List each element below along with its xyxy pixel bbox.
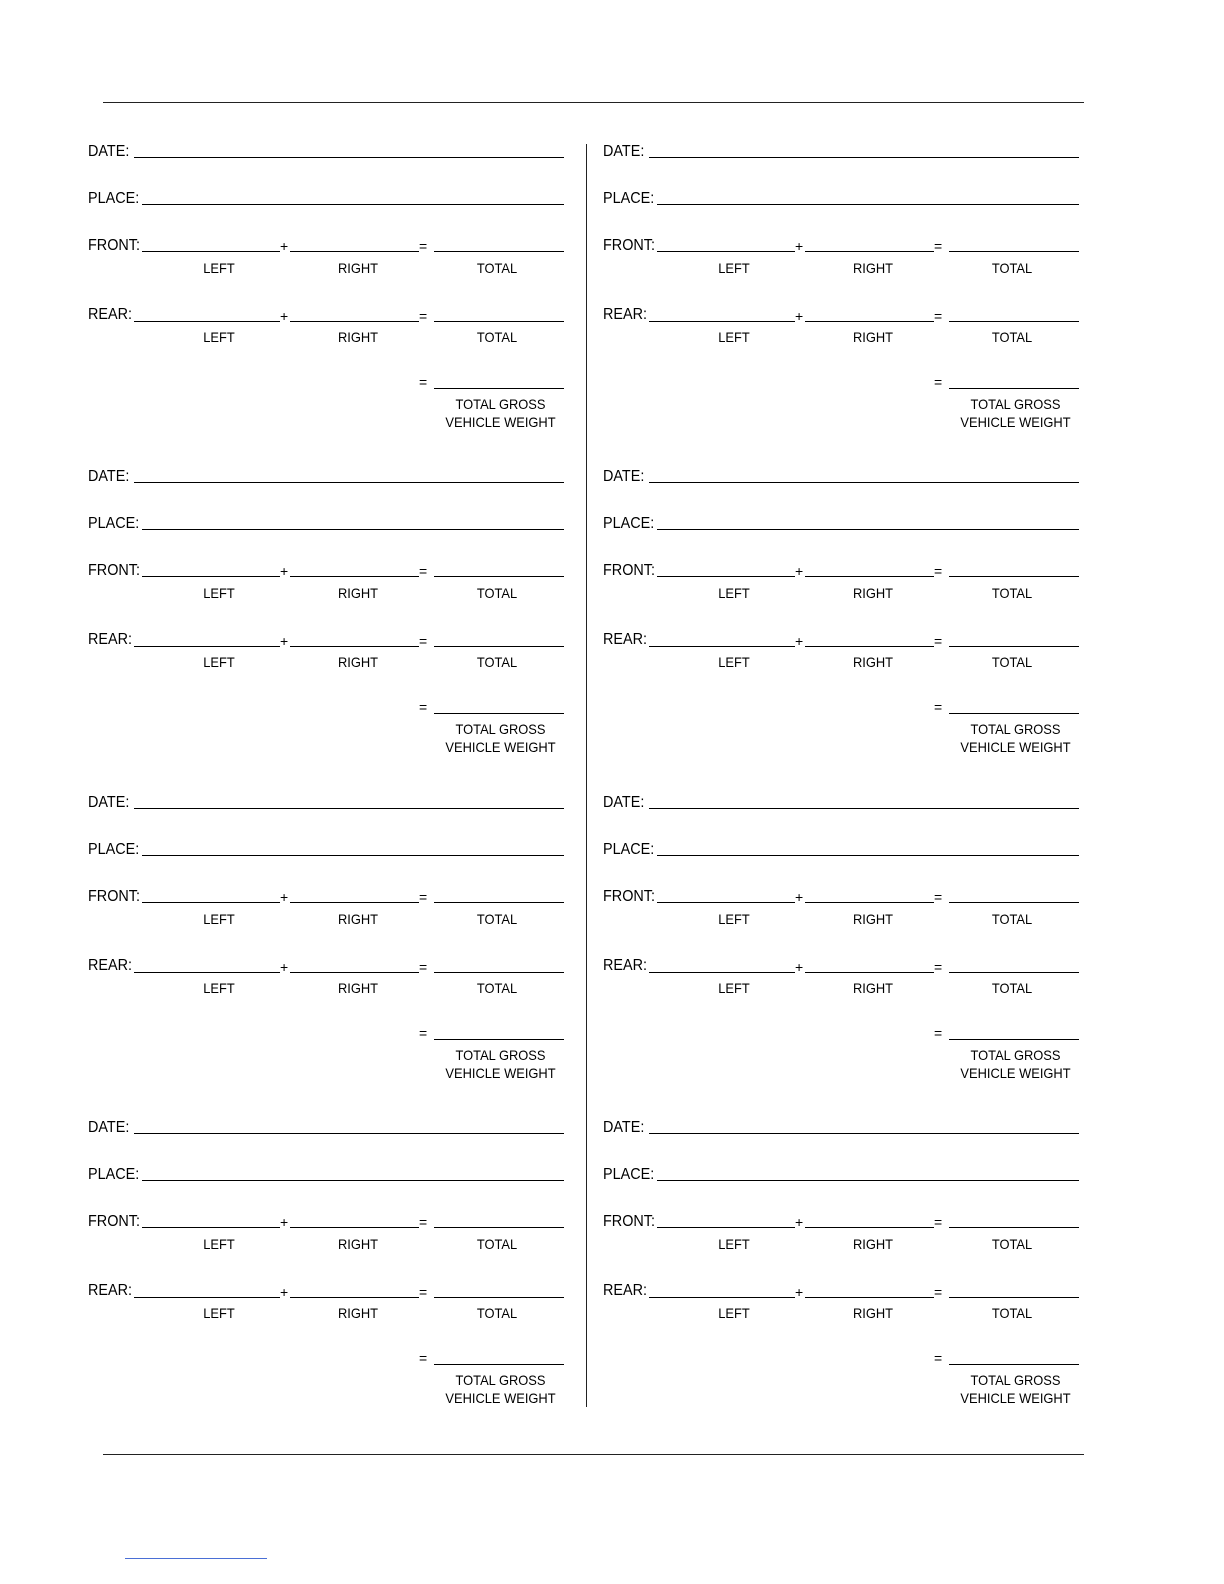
rear-right-caption: RIGHT: [852, 980, 894, 996]
front-total-field[interactable]: [434, 902, 564, 903]
gross-equals-sign: =: [934, 1350, 943, 1366]
date-label: DATE:: [88, 1119, 130, 1136]
place-label: PLACE:: [88, 841, 140, 858]
front-equals-sign: =: [419, 1214, 428, 1230]
rear-left-field[interactable]: [649, 646, 795, 647]
gross-total-field[interactable]: [434, 1039, 564, 1040]
front-label: FRONT:: [603, 888, 656, 905]
weight-entry-form-r4c1: [88, 1119, 578, 1419]
front-label: FRONT:: [88, 562, 141, 579]
front-plus-sign: +: [795, 563, 804, 579]
front-right-caption: RIGHT: [337, 911, 379, 927]
rear-left-caption: LEFT: [718, 654, 750, 670]
gross-caption-line2: VEHICLE WEIGHT: [960, 414, 1071, 430]
front-left-field[interactable]: [142, 251, 280, 252]
gross-caption-line1: TOTAL GROSS: [970, 1372, 1061, 1388]
place-field[interactable]: [142, 529, 564, 530]
front-total-field[interactable]: [434, 576, 564, 577]
date-label: DATE:: [88, 143, 130, 160]
front-left-caption: LEFT: [203, 260, 235, 276]
rear-label: REAR:: [603, 1282, 648, 1299]
rear-plus-sign: +: [280, 959, 289, 975]
bottom-rule: [103, 1454, 1084, 1455]
front-plus-sign: +: [795, 1214, 804, 1230]
front-total-caption: TOTAL: [991, 1236, 1033, 1252]
rear-left-field[interactable]: [134, 321, 280, 322]
front-left-field[interactable]: [657, 251, 795, 252]
gross-caption-line2: VEHICLE WEIGHT: [445, 1390, 556, 1406]
rear-left-caption: LEFT: [203, 1305, 235, 1321]
rear-right-caption: RIGHT: [852, 1305, 894, 1321]
front-left-caption: LEFT: [718, 260, 750, 276]
rear-equals-sign: =: [419, 1284, 428, 1300]
front-left-field[interactable]: [657, 1227, 795, 1228]
front-total-field[interactable]: [949, 902, 1079, 903]
rear-right-field[interactable]: [290, 646, 419, 647]
front-label: FRONT:: [603, 237, 656, 254]
front-right-caption: RIGHT: [852, 1236, 894, 1252]
front-plus-sign: +: [795, 889, 804, 905]
front-total-field[interactable]: [949, 251, 1079, 252]
rear-plus-sign: +: [795, 959, 804, 975]
front-plus-sign: +: [280, 1214, 289, 1230]
gross-equals-sign: =: [934, 699, 943, 715]
front-equals-sign: =: [419, 238, 428, 254]
rear-left-caption: LEFT: [203, 329, 235, 345]
front-plus-sign: +: [795, 238, 804, 254]
date-label: DATE:: [88, 794, 130, 811]
front-left-caption: LEFT: [203, 1236, 235, 1252]
front-right-caption: RIGHT: [337, 585, 379, 601]
gross-caption-line1: TOTAL GROSS: [455, 1372, 546, 1388]
front-right-caption: RIGHT: [337, 260, 379, 276]
rear-right-field[interactable]: [290, 972, 419, 973]
date-label: DATE:: [603, 143, 645, 160]
place-field[interactable]: [142, 204, 564, 205]
rear-left-caption: LEFT: [203, 654, 235, 670]
date-field[interactable]: [649, 482, 1079, 483]
rear-total-caption: TOTAL: [476, 329, 518, 345]
front-left-caption: LEFT: [718, 911, 750, 927]
date-label: DATE:: [603, 794, 645, 811]
front-right-field[interactable]: [290, 1227, 419, 1228]
gross-total-field[interactable]: [434, 713, 564, 714]
front-left-field[interactable]: [142, 576, 280, 577]
gross-total-field[interactable]: [434, 1364, 564, 1365]
gross-caption-line1: TOTAL GROSS: [455, 721, 546, 737]
weight-entry-form-r2c2: [603, 468, 1093, 768]
place-label: PLACE:: [88, 515, 140, 532]
rear-label: REAR:: [603, 631, 648, 648]
rear-left-caption: LEFT: [718, 329, 750, 345]
front-right-field[interactable]: [290, 902, 419, 903]
front-right-field[interactable]: [805, 1227, 934, 1228]
place-field[interactable]: [657, 529, 1079, 530]
rear-total-caption: TOTAL: [991, 654, 1033, 670]
rear-label: REAR:: [88, 957, 133, 974]
front-label: FRONT:: [88, 1213, 141, 1230]
rear-total-caption: TOTAL: [991, 329, 1033, 345]
front-total-caption: TOTAL: [991, 911, 1033, 927]
gross-total-field[interactable]: [949, 1039, 1079, 1040]
rear-right-field[interactable]: [805, 646, 934, 647]
date-field[interactable]: [134, 1133, 564, 1134]
front-label: FRONT:: [603, 562, 656, 579]
weight-entry-form-r3c2: [603, 794, 1093, 1094]
front-right-caption: RIGHT: [852, 585, 894, 601]
front-left-field[interactable]: [142, 902, 280, 903]
date-field[interactable]: [134, 808, 564, 809]
front-total-caption: TOTAL: [991, 585, 1033, 601]
rear-right-field[interactable]: [290, 321, 419, 322]
front-label: FRONT:: [603, 1213, 656, 1230]
place-label: PLACE:: [88, 190, 140, 207]
front-total-field[interactable]: [949, 576, 1079, 577]
rear-plus-sign: +: [280, 633, 289, 649]
rear-total-field[interactable]: [434, 321, 564, 322]
rear-left-field[interactable]: [134, 646, 280, 647]
gross-caption-line2: VEHICLE WEIGHT: [960, 1065, 1071, 1081]
rear-total-field[interactable]: [949, 321, 1079, 322]
gross-caption-line1: TOTAL GROSS: [970, 1047, 1061, 1063]
rear-total-field[interactable]: [434, 1297, 564, 1298]
rear-total-caption: TOTAL: [991, 980, 1033, 996]
front-label: FRONT:: [88, 237, 141, 254]
front-equals-sign: =: [934, 563, 943, 579]
rear-plus-sign: +: [795, 308, 804, 324]
front-right-field[interactable]: [805, 902, 934, 903]
footer-link-underline: [125, 1558, 267, 1559]
rear-plus-sign: +: [795, 1284, 804, 1300]
front-plus-sign: +: [280, 238, 289, 254]
column-divider: [586, 144, 587, 1407]
front-right-caption: RIGHT: [852, 260, 894, 276]
front-left-caption: LEFT: [718, 1236, 750, 1252]
rear-left-field[interactable]: [649, 1297, 795, 1298]
rear-equals-sign: =: [934, 633, 943, 649]
gross-equals-sign: =: [419, 374, 428, 390]
gross-caption-line2: VEHICLE WEIGHT: [960, 739, 1071, 755]
rear-total-field[interactable]: [949, 646, 1079, 647]
rear-label: REAR:: [88, 306, 133, 323]
weight-entry-form-r2c1: [88, 468, 578, 768]
rear-right-caption: RIGHT: [852, 329, 894, 345]
weight-entry-form-r3c1: [88, 794, 578, 1094]
rear-right-caption: RIGHT: [852, 654, 894, 670]
front-total-field[interactable]: [434, 251, 564, 252]
date-field[interactable]: [649, 1133, 1079, 1134]
front-right-caption: RIGHT: [337, 1236, 379, 1252]
rear-total-field[interactable]: [949, 972, 1079, 973]
rear-total-caption: TOTAL: [476, 654, 518, 670]
rear-total-caption: TOTAL: [476, 1305, 518, 1321]
date-field[interactable]: [134, 157, 564, 158]
place-label: PLACE:: [603, 1166, 655, 1183]
gross-total-field[interactable]: [949, 1364, 1079, 1365]
rear-total-caption: TOTAL: [991, 1305, 1033, 1321]
rear-left-field[interactable]: [649, 321, 795, 322]
rear-label: REAR:: [603, 306, 648, 323]
place-label: PLACE:: [88, 1166, 140, 1183]
rear-right-caption: RIGHT: [337, 654, 379, 670]
date-field[interactable]: [134, 482, 564, 483]
front-right-field[interactable]: [805, 576, 934, 577]
rear-total-field[interactable]: [434, 972, 564, 973]
place-field[interactable]: [657, 855, 1079, 856]
rear-left-field[interactable]: [134, 1297, 280, 1298]
rear-right-caption: RIGHT: [337, 329, 379, 345]
front-left-caption: LEFT: [718, 585, 750, 601]
gross-equals-sign: =: [934, 374, 943, 390]
front-label: FRONT:: [88, 888, 141, 905]
rear-right-field[interactable]: [290, 1297, 419, 1298]
rear-plus-sign: +: [280, 308, 289, 324]
front-right-field[interactable]: [290, 251, 419, 252]
rear-right-caption: RIGHT: [337, 980, 379, 996]
rear-equals-sign: =: [934, 308, 943, 324]
date-label: DATE:: [603, 468, 645, 485]
rear-right-field[interactable]: [805, 321, 934, 322]
rear-left-caption: LEFT: [718, 1305, 750, 1321]
top-rule: [103, 102, 1084, 103]
front-equals-sign: =: [419, 563, 428, 579]
rear-label: REAR:: [88, 1282, 133, 1299]
front-total-caption: TOTAL: [476, 585, 518, 601]
gross-caption-line2: VEHICLE WEIGHT: [445, 739, 556, 755]
place-label: PLACE:: [603, 515, 655, 532]
rear-equals-sign: =: [934, 959, 943, 975]
gross-total-field[interactable]: [949, 388, 1079, 389]
place-field[interactable]: [657, 204, 1079, 205]
rear-right-field[interactable]: [805, 972, 934, 973]
rear-equals-sign: =: [934, 1284, 943, 1300]
place-label: PLACE:: [603, 190, 655, 207]
gross-equals-sign: =: [419, 1350, 428, 1366]
place-field[interactable]: [142, 1180, 564, 1181]
rear-left-field[interactable]: [134, 972, 280, 973]
place-field[interactable]: [142, 855, 564, 856]
front-total-caption: TOTAL: [991, 260, 1033, 276]
gross-caption-line1: TOTAL GROSS: [970, 396, 1061, 412]
gross-caption-line1: TOTAL GROSS: [970, 721, 1061, 737]
gross-total-field[interactable]: [949, 713, 1079, 714]
front-plus-sign: +: [280, 889, 289, 905]
rear-equals-sign: =: [419, 959, 428, 975]
rear-total-field[interactable]: [434, 646, 564, 647]
gross-equals-sign: =: [419, 1025, 428, 1041]
place-field[interactable]: [657, 1180, 1079, 1181]
rear-right-field[interactable]: [805, 1297, 934, 1298]
weight-entry-form-r1c2: [603, 143, 1093, 443]
front-total-caption: TOTAL: [476, 1236, 518, 1252]
rear-label: REAR:: [603, 957, 648, 974]
rear-equals-sign: =: [419, 633, 428, 649]
rear-plus-sign: +: [280, 1284, 289, 1300]
weight-entry-form-r4c2: [603, 1119, 1093, 1419]
rear-right-caption: RIGHT: [337, 1305, 379, 1321]
rear-left-field[interactable]: [649, 972, 795, 973]
front-right-caption: RIGHT: [852, 911, 894, 927]
gross-equals-sign: =: [934, 1025, 943, 1041]
rear-total-field[interactable]: [949, 1297, 1079, 1298]
front-left-field[interactable]: [142, 1227, 280, 1228]
front-equals-sign: =: [934, 1214, 943, 1230]
gross-caption-line2: VEHICLE WEIGHT: [960, 1390, 1071, 1406]
front-total-field[interactable]: [949, 1227, 1079, 1228]
front-left-caption: LEFT: [203, 911, 235, 927]
gross-equals-sign: =: [419, 699, 428, 715]
rear-left-caption: LEFT: [203, 980, 235, 996]
gross-total-field[interactable]: [434, 388, 564, 389]
front-left-field[interactable]: [657, 902, 795, 903]
rear-plus-sign: +: [795, 633, 804, 649]
weight-entry-form-r1c1: [88, 143, 578, 443]
gross-caption-line1: TOTAL GROSS: [455, 1047, 546, 1063]
front-left-field[interactable]: [657, 576, 795, 577]
rear-left-caption: LEFT: [718, 980, 750, 996]
front-total-field[interactable]: [434, 1227, 564, 1228]
front-total-caption: TOTAL: [476, 911, 518, 927]
place-label: PLACE:: [603, 841, 655, 858]
front-right-field[interactable]: [805, 251, 934, 252]
date-field[interactable]: [649, 157, 1079, 158]
rear-total-caption: TOTAL: [476, 980, 518, 996]
front-equals-sign: =: [419, 889, 428, 905]
rear-label: REAR:: [88, 631, 133, 648]
gross-caption-line2: VEHICLE WEIGHT: [445, 1065, 556, 1081]
front-left-caption: LEFT: [203, 585, 235, 601]
date-label: DATE:: [603, 1119, 645, 1136]
date-field[interactable]: [649, 808, 1079, 809]
front-plus-sign: +: [280, 563, 289, 579]
rear-equals-sign: =: [419, 308, 428, 324]
front-equals-sign: =: [934, 238, 943, 254]
front-right-field[interactable]: [290, 576, 419, 577]
gross-caption-line1: TOTAL GROSS: [455, 396, 546, 412]
date-label: DATE:: [88, 468, 130, 485]
front-equals-sign: =: [934, 889, 943, 905]
gross-caption-line2: VEHICLE WEIGHT: [445, 414, 556, 430]
front-total-caption: TOTAL: [476, 260, 518, 276]
